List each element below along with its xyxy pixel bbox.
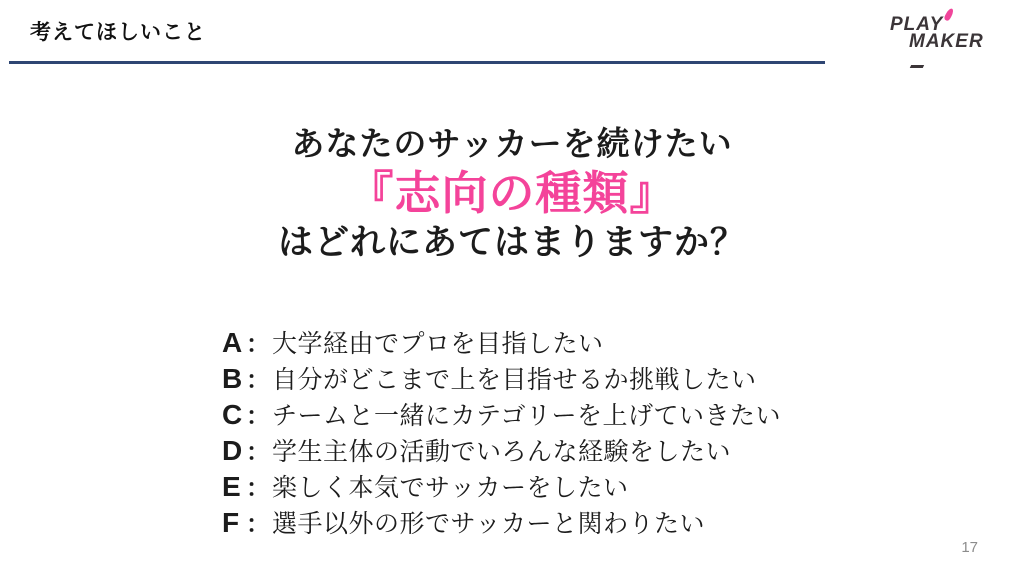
option-letter: B	[222, 363, 243, 394]
option-text: 自分がどこまで上を目指せるか挑戦したい	[272, 366, 757, 394]
option-separator: ：	[246, 439, 270, 466]
slide-header-title: 考えてほしいこと	[30, 21, 206, 44]
options-list	[222, 324, 781, 540]
option-letter: E	[222, 471, 241, 502]
logo-play-text: PLAY	[890, 14, 944, 35]
option-separator: ：	[246, 367, 270, 394]
logo-underline	[910, 65, 924, 68]
page-number: 17	[961, 539, 978, 556]
title-line-1: あなたのサッカーを続けたい	[291, 125, 733, 162]
option-item-e	[222, 468, 781, 504]
option-letter: D	[222, 435, 243, 466]
logo-maker-text: MAKER	[909, 31, 984, 52]
option-text: チームと一緒にカテゴリーを上げていきたい	[272, 402, 782, 430]
option-text: 大学経由でプロを目指したい	[272, 330, 604, 358]
playmaker-logo	[884, 14, 996, 56]
option-text: 学生主体の活動でいろんな経験をしたい	[272, 438, 732, 466]
option-letter: A	[222, 327, 243, 358]
logo-maker-line	[909, 31, 996, 75]
option-item-b	[222, 360, 781, 396]
option-letter: F	[222, 507, 240, 538]
option-letter: C	[222, 399, 243, 430]
title-line-2-pink-highlight: 『志向の種類』	[347, 167, 677, 219]
logo-pink-flame-icon	[943, 7, 954, 21]
option-item-a	[222, 324, 781, 360]
option-separator: ：	[246, 511, 270, 538]
option-item-c	[222, 396, 781, 432]
option-separator: ：	[246, 403, 270, 430]
title-line-3: はどれにあてはまりますか？	[277, 223, 746, 262]
main-title-block	[0, 122, 1024, 266]
option-separator: ：	[246, 331, 270, 358]
option-item-d	[222, 432, 781, 468]
option-text: 選手以外の形でサッカーと関わりたい	[272, 510, 706, 538]
option-item-f	[222, 504, 781, 540]
header-divider-line	[9, 61, 825, 64]
option-text: 楽しく本気でサッカーをしたい	[272, 474, 629, 502]
option-separator: ：	[246, 475, 270, 502]
